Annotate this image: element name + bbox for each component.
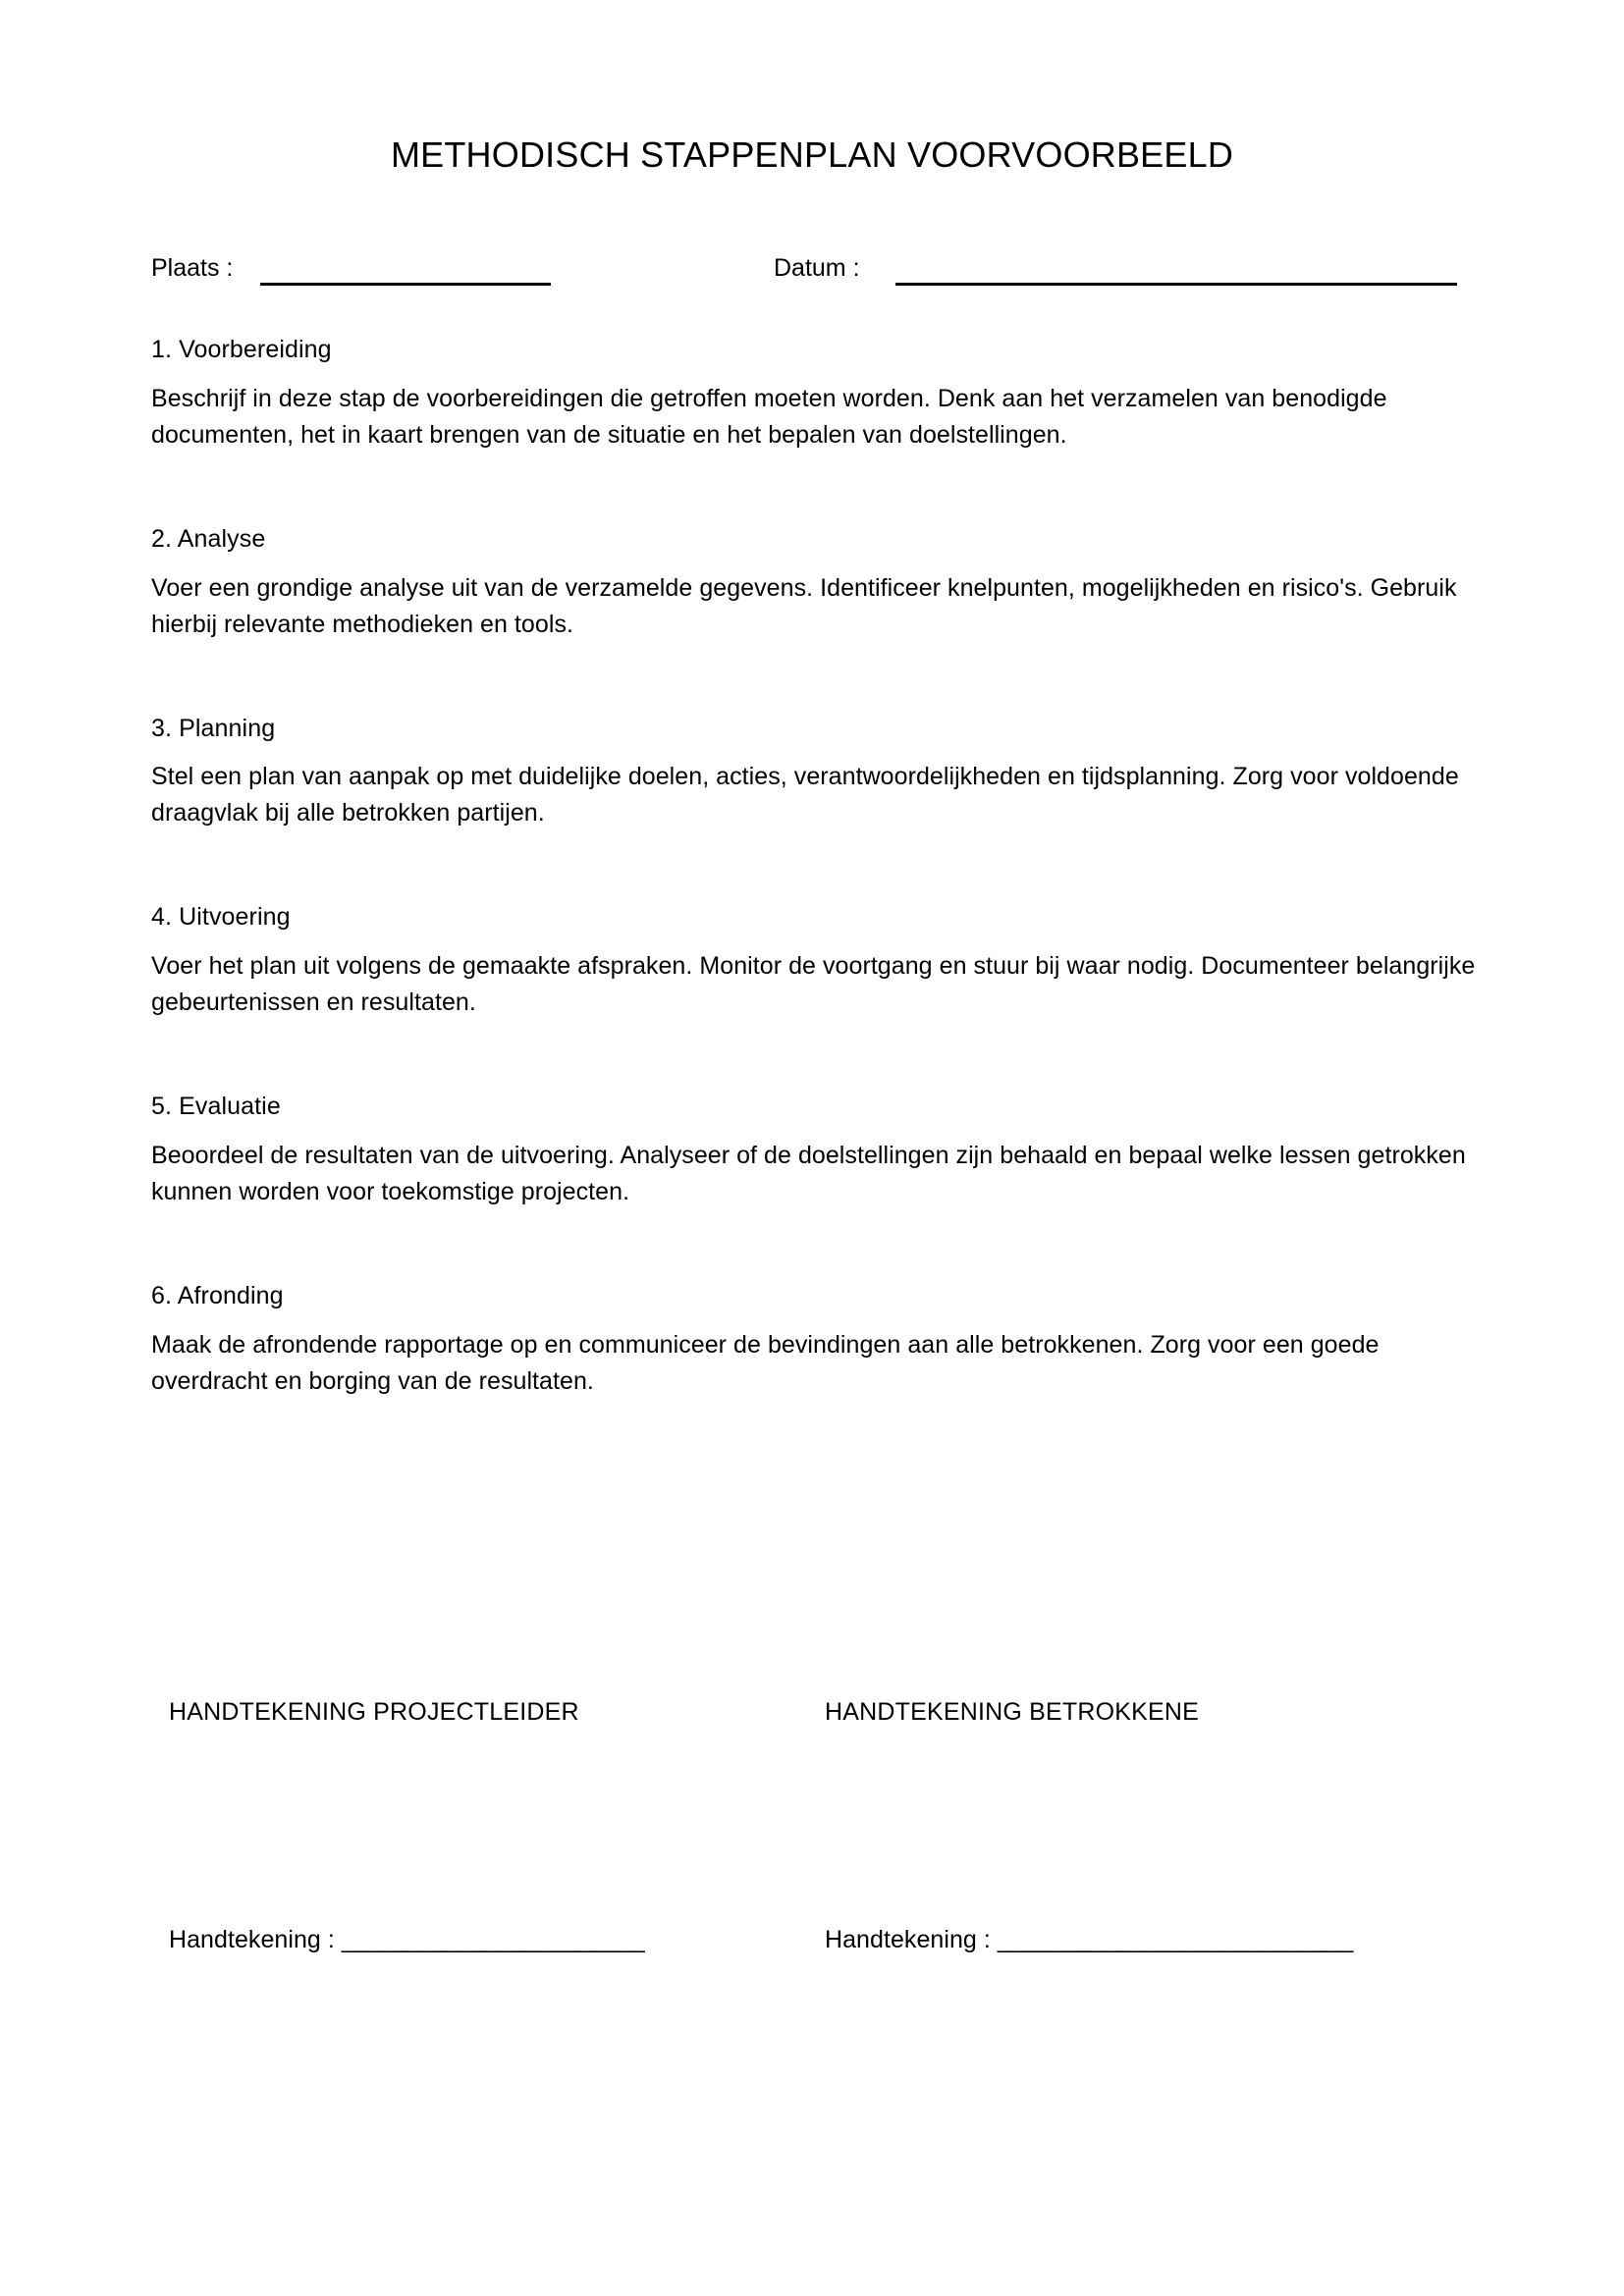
- date-label: Datum :: [774, 254, 860, 282]
- step-section: [151, 334, 1482, 454]
- step-section: [151, 713, 1482, 832]
- meta-fields-row: [151, 243, 1487, 289]
- step-section: [151, 1091, 1482, 1210]
- place-label: Plaats :: [151, 254, 234, 282]
- step-body: Beschrijf in deze stap de voorbereidingen die getroffen moeten worden. Denk aan het verzamelen van benodigde documenten, het in kaart brengen van de situatie en het bepalen van doelstellingen.: [151, 384, 1387, 449]
- signature-block-involved-party: [825, 1696, 1473, 1953]
- step-body: Voer het plan uit volgens de gemaakte afspraken. Monitor de voortgang en stuur bij waar nodig. Documenteer belangrijke gebeurtenissen en resultaten.: [151, 952, 1476, 1016]
- step-body: Beoordeel de resultaten van de uitvoering. Analyseer of de doelstellingen zijn behaald en bepaal welke lessen getrokken kunnen worden voor toekomstige projecten.: [151, 1141, 1466, 1205]
- place-field-group: [151, 243, 551, 289]
- signature-heading-project-leader: HANDTEKENING PROJECTLEIDER: [169, 1698, 579, 1726]
- step-body: Voer een grondige analyse uit van de verzamelde gegevens. Identificeer knelpunten, mogelijkheden en risico's. Gebruik hierbij relevante methodieken en tools.: [151, 573, 1457, 638]
- signature-line-project-leader[interactable]: [169, 1924, 644, 1956]
- step-heading: 4. Uitvoering: [151, 903, 291, 932]
- signature-line-label-involved-party: Handtekening :: [825, 1926, 998, 1953]
- step-heading: 3. Planning: [151, 714, 276, 742]
- step-body: Maak de afrondende rapportage op en communiceer de bevindingen aan alle betrokkenen. Zorg voor een goede overdracht en borging van de resultaten.: [151, 1330, 1380, 1395]
- step-section: [151, 1280, 1482, 1400]
- date-field-group: [774, 243, 1457, 289]
- signature-line-involved-party[interactable]: [825, 1924, 1353, 1956]
- page-title: METHODISCH STAPPENPLAN VOORVOORBEELD: [390, 134, 1234, 176]
- step-section: [151, 523, 1482, 643]
- step-body: Stel een plan van aanpak op met duidelijke doelen, acties, verantwoordelijkheden en tijdsplanning. Zorg voor voldoende draagvlak bij alle betrokken partijen.: [151, 763, 1459, 828]
- step-heading: 6. Afronding: [151, 1281, 284, 1309]
- signature-line-rule-involved-party: ___________________________: [997, 1926, 1353, 1953]
- step-heading: 2. Analyse: [151, 524, 266, 553]
- signature-line-rule-project-leader: _______________________: [341, 1926, 645, 1953]
- step-section: [151, 901, 1482, 1021]
- date-input-rule[interactable]: [895, 283, 1457, 286]
- place-input-rule[interactable]: [260, 283, 551, 286]
- step-heading: 1. Voorbereiding: [151, 336, 332, 363]
- signature-area: [169, 1696, 1543, 2010]
- signature-line-label-project-leader: Handtekening :: [169, 1926, 342, 1953]
- step-heading: 5. Evaluatie: [151, 1093, 281, 1120]
- signature-heading-involved-party: HANDTEKENING BETROKKENE: [825, 1698, 1200, 1726]
- signature-block-project-leader: [169, 1696, 817, 1953]
- steps-list: [151, 334, 1482, 1400]
